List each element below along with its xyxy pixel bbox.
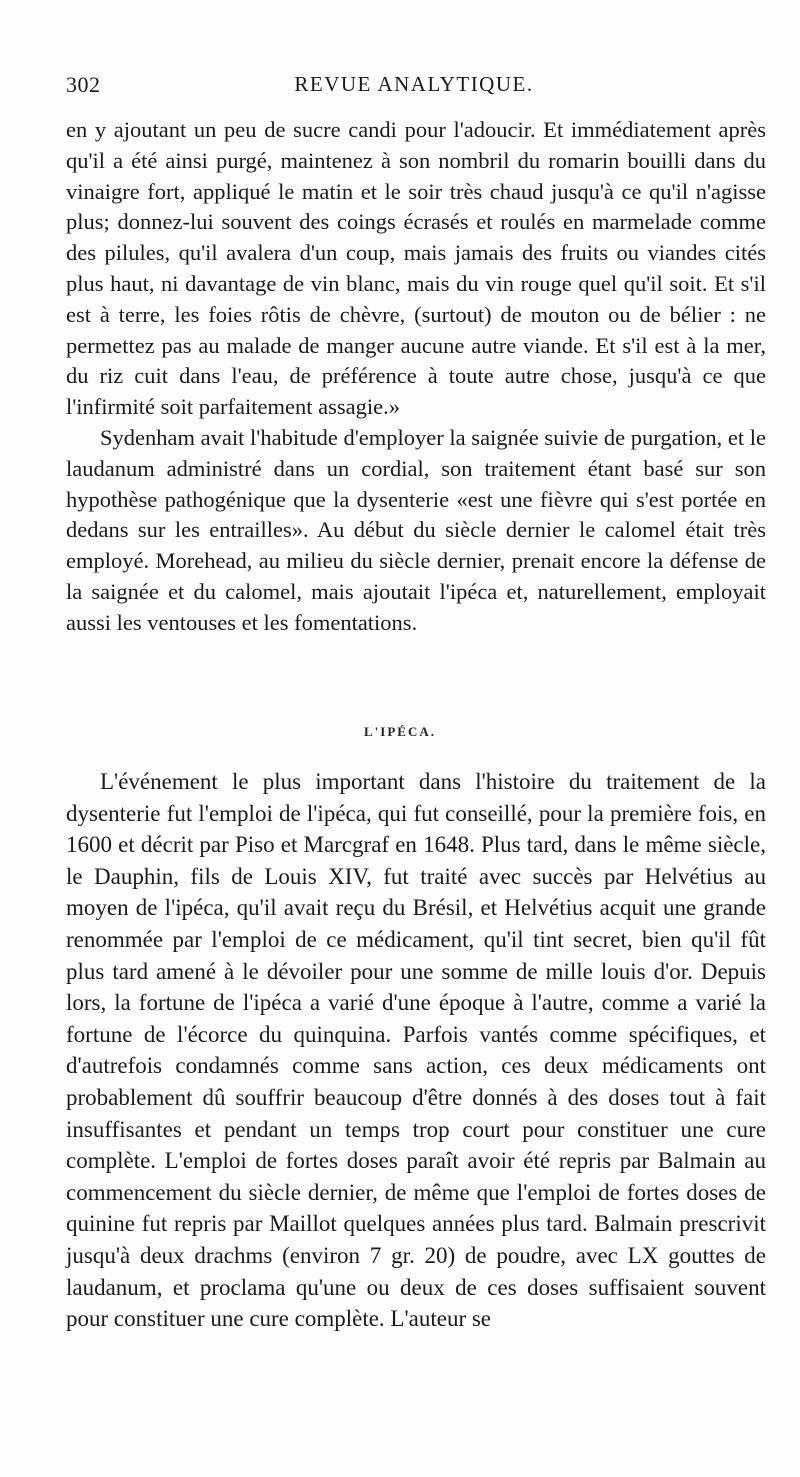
running-title: REVUE ANALYTIQUE. [294,72,534,96]
body-text-after-section [66,766,766,1335]
page-number: 302 [66,72,101,97]
page-header [66,72,762,106]
section-heading: L'IPÉCA. [364,724,436,739]
paragraph-sydenham: Sydenham avait l'habitude d'employer la saignée suivie de purgation, et le laudanum administré dans un cordial, son traitement étant basé sur son hypothèse pathogénique que la dysenterie «est une fièvre qui s'est portée en dedans sur les entrailles». Au début du siècle dernier le calomel était très employé. Morehead, au milieu du siècle dernier, prenait encore la défense de la saignée et du calomel, mais ajoutait l'ipéca et, naturellement, employait aussi les ventouses et les fomentations. [66,424,766,635]
paragraph-continued: en y ajoutant un peu de sucre candi pour l'adoucir. Et immédiatement après qu'il a été ainsi purgé, maintenez à son nombril du romarin bouilli dans du vinaigre fort, appliqué le matin et le soir très chaud jusqu'à ce qu'il n'agisse plus; donnez-lui souvent des coings écrasés et roulés en marmelade comme des pilules, qu'il avalera d'un coup, mais jamais des fruits ou viandes cités plus haut, ni davantage de vin blanc, mais du vin rouge quel qu'il soit. Et s'il est à terre, les foies rôtis de chèvre, (surtout) de mouton ou de bélier : ne permettez pas au malade de manger aucune autre viande. Et s'il est à la mer, du riz cuit dans l'eau, de préférence à toute autre chose, jusqu'à ce que l'infirmité soit parfaitement assagie.» [66,117,766,420]
body-text-before-section [66,115,766,639]
paragraph-ipeca: L'événement le plus important dans l'histoire du traitement de la dysenterie fut l'emploi de l'ipéca, qui fut conseillé, pour la première fois, en 1600 et décrit par Piso et Marcgraf en 1648. Plus tard, dans le même siècle, le Dauphin, fils de Louis XIV, fut traité avec succès par Helvétius au moyen de l'ipéca, qu'il avait reçu du Brésil, et Helvétius acquit une grande renommée par l'emploi de ce médicament, qu'il tint secret, bien qu'il fût plus tard amené à le dévoiler pour une somme de mille louis d'or. Depuis lors, la fortune de l'ipéca a varié d'une époque à l'autre, comme a varié la fortune de l'écorce du quinquina. Parfois vantés comme spécifiques, et d'autrefois condamnés comme sans action, ces deux médicaments ont probablement dû souffrir beaucoup d'être donnés à des doses tout à fait insuffisantes et pendant un temps trop court pour constituer une cure complète. L'emploi de fortes doses paraît avoir été repris par Balmain au commencement du siècle dernier, de même que l'emploi de fortes doses de quinine fut repris par Maillot quelques années plus tard. Balmain prescrivit jusqu'à deux drachms (environ 7 gr. 20) de poudre, avec LX gouttes de laudanum, et proclama qu'une ou deux de ces doses suffisaient souvent pour constituer une cure complète. L'auteur se [66,769,766,1332]
